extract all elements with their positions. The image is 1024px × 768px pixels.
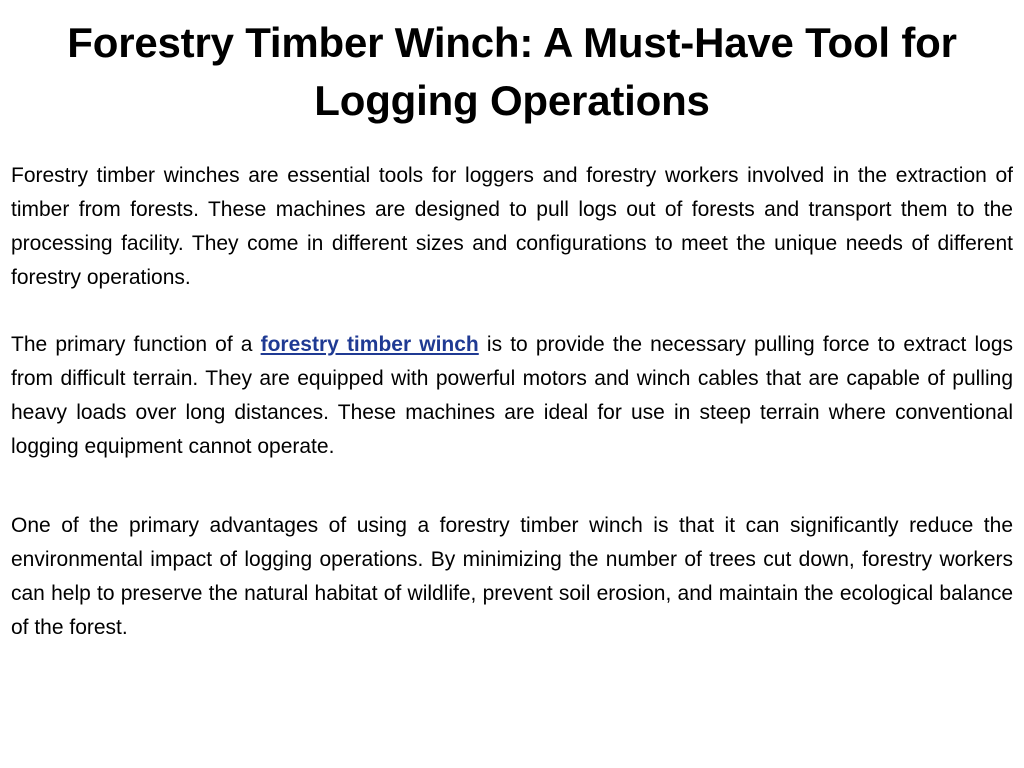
paragraph-advantages: One of the primary advantages of using a forestry timber winch is that it can significantly reduce the environmental impact of logging operations. By minimizing the number of trees cut down, forestry workers can help to preserve the natural habitat of wildlife, prevent soil erosion, and maintain the ecological balance of the forest. bbox=[11, 514, 1013, 639]
forestry-timber-winch-link[interactable]: forestry timber winch bbox=[260, 333, 479, 356]
paragraph-text-before-link: The primary function of a bbox=[11, 333, 261, 356]
paragraph-primary-function bbox=[11, 328, 1013, 464]
paragraph-text-after-link: is to provide the necessary pulling force to extract logs from difficult terrain. They are equipped with powerful motors and winch cables that are capable of pulling heavy loads over long distances. These machines are ideal for use in steep terrain where conventional logging equipment cannot operate. bbox=[11, 333, 1014, 458]
page-title: Forestry Timber Winch: A Must-Have Tool for Logging Operations bbox=[67, 19, 957, 124]
paragraph-intro: Forestry timber winches are essential tools for loggers and forestry workers involved in the extraction of timber from forests. These machines are designed to pull logs out of forests and transport them to the processing facility. They come in different sizes and configurations to meet the unique needs of different forestry operations. bbox=[11, 164, 1013, 289]
